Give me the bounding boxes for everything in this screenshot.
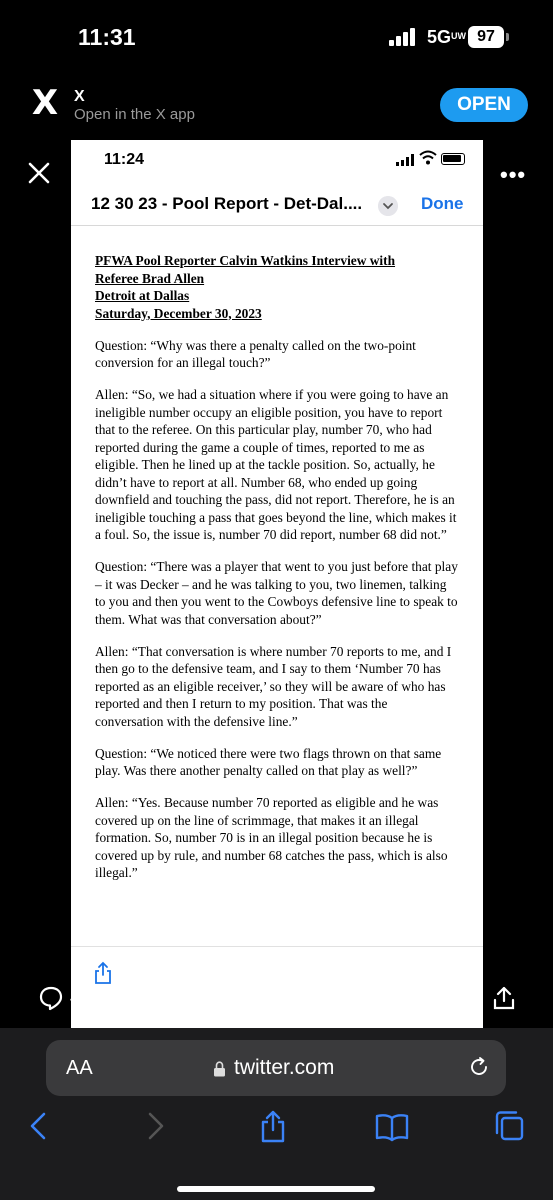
reload-icon[interactable] xyxy=(468,1056,490,1078)
status-bar xyxy=(0,0,553,76)
done-button: Done xyxy=(421,194,464,213)
text-size-button[interactable]: AA xyxy=(66,1057,93,1079)
forward-icon[interactable] xyxy=(146,1108,166,1144)
app-name: X xyxy=(74,88,85,105)
report-paragraph: Question: “There was a player that went to you just before that play – it was Decker – and he was talking to you, two linemen, talking to you and then you went to the Cowboys defensive line to speak to them. What was that conversation about?” xyxy=(95,559,458,627)
tabs-icon[interactable] xyxy=(493,1108,525,1144)
chevron-down-icon xyxy=(378,196,398,216)
heart-icon xyxy=(264,986,290,1010)
retweet-icon xyxy=(148,985,178,1011)
report-header-line: Referee Brad Allen xyxy=(95,270,205,286)
cellular-signal-icon xyxy=(389,28,419,46)
open-app-button[interactable]: OPEN xyxy=(440,88,528,122)
tweet-actions xyxy=(0,976,553,1020)
report-paragraph: Allen: “Yes. Because number 70 reported as eligible and he was covered up on the line of scrimmage, that makes it an illegal formation. So, number 70 is in an illegal position because he is covered up by rule, and number 68 catches the pass, which is also illegal.” xyxy=(95,795,448,880)
document-header xyxy=(71,182,483,226)
bookmarks-icon[interactable] xyxy=(374,1108,410,1144)
views-count: 39K xyxy=(410,988,441,1007)
share-icon xyxy=(492,986,516,1010)
retweet-button[interactable] xyxy=(148,976,212,1020)
views-icon xyxy=(380,986,404,1010)
home-indicator[interactable] xyxy=(177,1186,375,1192)
document-page xyxy=(71,226,483,946)
embedded-status-bar xyxy=(71,140,483,180)
share-button[interactable] xyxy=(492,976,516,1020)
report-paragraph: Allen: “That conversation is where number 70 reports to me, and I then go to the defensive team, and I say to them ‘Number 70 has reported as an eligible receiver,’ so they will be aware of who has reported and then I return to my position. That was the conversation with the defensive line.” xyxy=(95,643,452,729)
browser-bottom-bar xyxy=(0,1028,553,1200)
battery-level: 97 xyxy=(468,26,504,48)
embedded-battery-icon xyxy=(441,153,465,165)
media-scrubber xyxy=(203,1016,351,1021)
retweet-count: 174 xyxy=(184,988,213,1007)
share-icon[interactable] xyxy=(259,1108,287,1144)
lock-icon xyxy=(213,1061,226,1077)
back-icon[interactable] xyxy=(28,1108,48,1144)
report-paragraph: Question: “We noticed there were two flags thrown on that same play. Was there another penalty called on that play as well?” xyxy=(95,745,442,778)
tweet-media-image[interactable] xyxy=(71,140,483,1028)
document-title: 12 30 23 - Pool Report - Det-Dal.... xyxy=(91,194,363,213)
report-header-line: Detroit at Dallas xyxy=(95,288,190,303)
reply-button[interactable] xyxy=(38,976,89,1020)
like-button[interactable] xyxy=(264,976,324,1020)
views-button[interactable] xyxy=(380,976,440,1020)
reply-count: 40 xyxy=(70,988,89,1007)
report-paragraph: Allen: “So, we had a situation where if you were going to have an ineligible number occupy an eligible position, you have to report that to the referee. On this particular play, number 70, who had reported during the game a couple of times, reported to me as eligible. Then he lined up at the tackle position. So, actually, he didn’t have to report at all. Number 68, who ended up going downfield and touching the pass, did not report. Therefore, he is an ineligible touching a pass that goes beyond the line, which makes it a foul. So, the issue is, number 70 did report, number 68 did not.” xyxy=(95,387,457,542)
network-type: $5G^{UW}$ xyxy=(427,27,467,47)
embedded-wifi-icon xyxy=(419,150,437,166)
browser-toolbar xyxy=(0,1108,553,1152)
more-icon[interactable]: ••• xyxy=(500,162,527,187)
address-bar[interactable] xyxy=(46,1040,506,1096)
x-logo-icon: X xyxy=(31,83,59,123)
url-text: twitter.com xyxy=(234,1056,335,1079)
reply-icon xyxy=(38,985,64,1011)
embedded-signal-icon xyxy=(396,154,416,166)
close-icon[interactable] xyxy=(26,160,52,186)
app-banner-subtitle: Open in the X app xyxy=(74,106,195,123)
embedded-status-time: 11:24 xyxy=(104,151,145,168)
battery-tip xyxy=(506,33,509,41)
app-banner[interactable] xyxy=(0,76,553,146)
report-paragraph: Question: “Why was there a penalty called on the two-point conversion for an illegal touch?” xyxy=(95,337,416,370)
report-header-line: PFWA Pool Reporter Calvin Watkins Interview with xyxy=(95,253,396,268)
status-time: 11:31 xyxy=(78,24,136,50)
like-count: 131 xyxy=(296,988,325,1007)
report-header-line: Saturday, December 30, 2023 xyxy=(95,305,262,321)
